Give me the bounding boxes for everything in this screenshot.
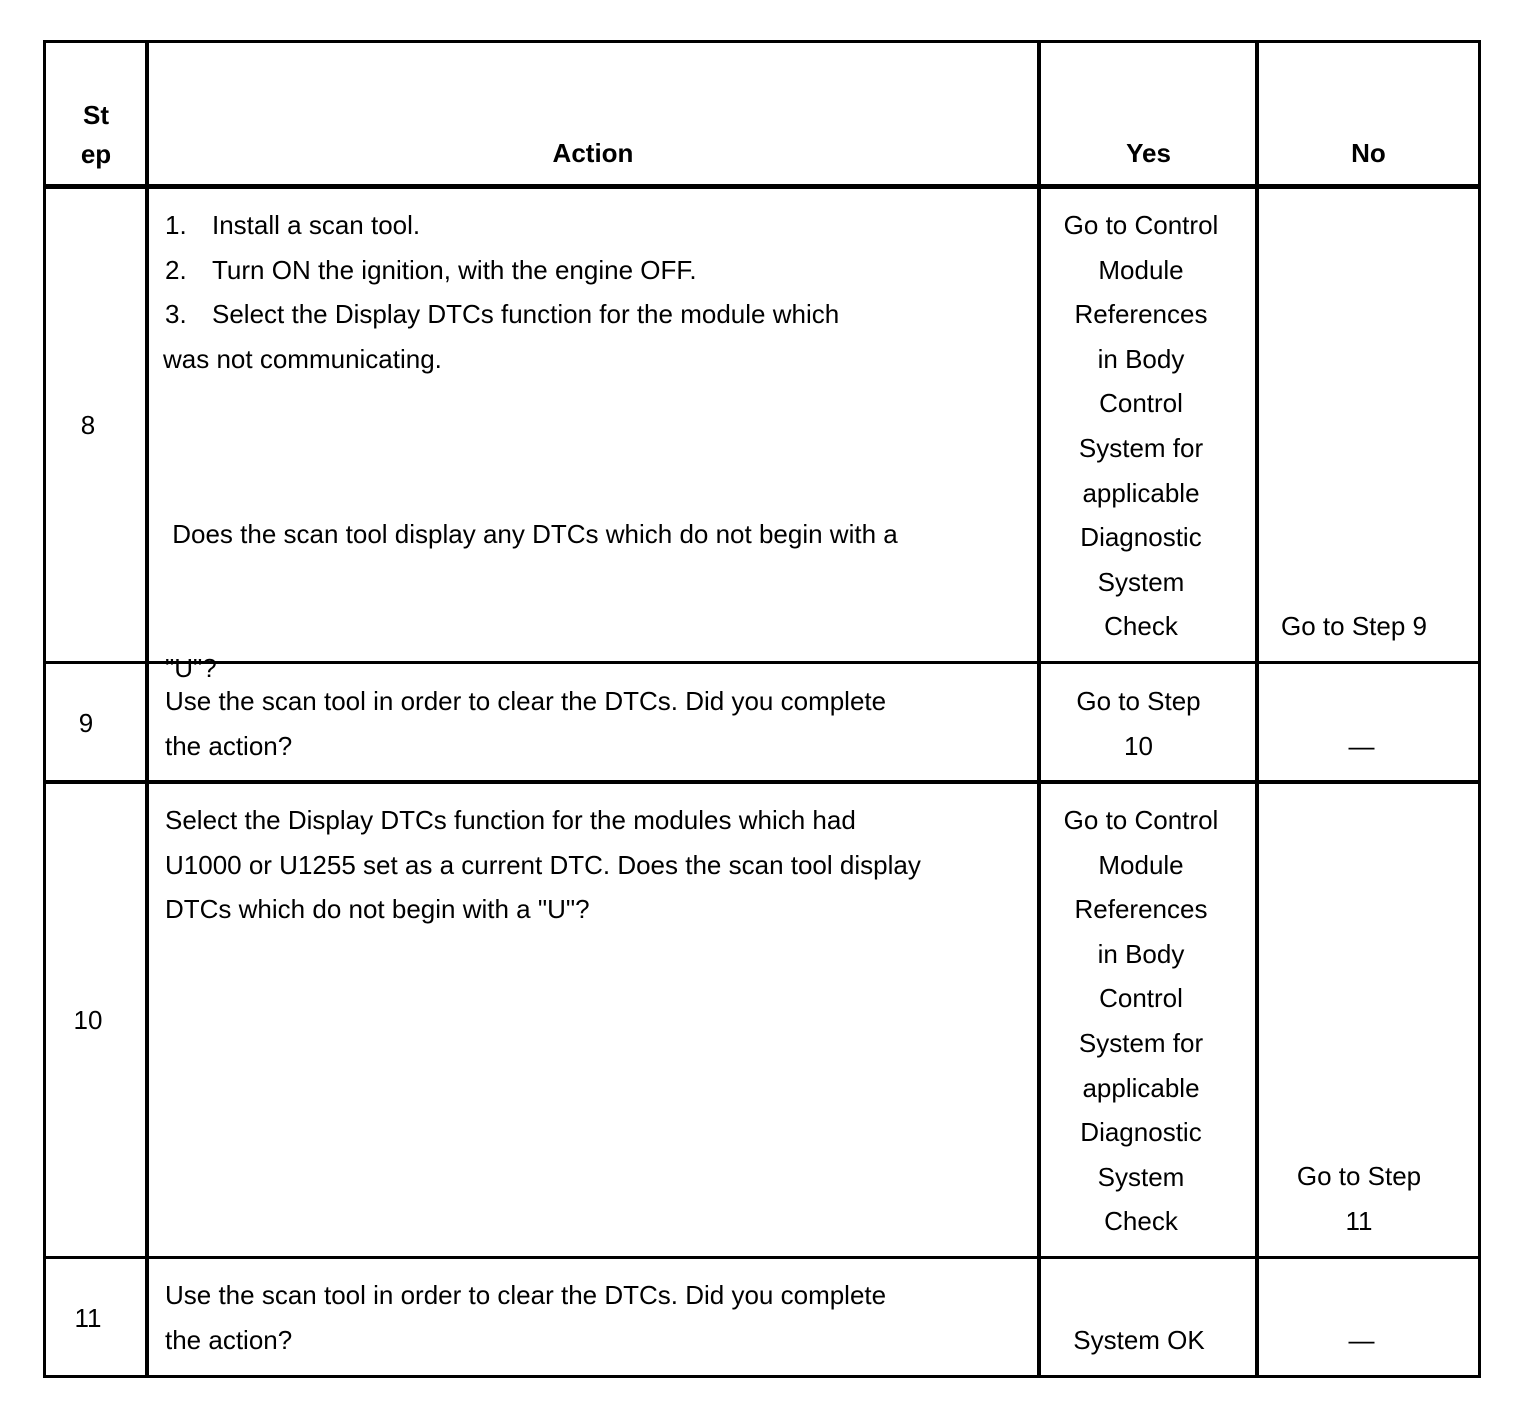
yes-line: Control — [1099, 983, 1183, 1014]
list-text: Select the Display DTCs function for the module which — [212, 299, 840, 330]
step-number: 8 — [80, 410, 96, 440]
yes-line: in Body — [1097, 938, 1185, 969]
list-number: 3. — [165, 299, 187, 330]
yes-line: Go to Control — [1063, 805, 1219, 835]
list-number: 1. — [165, 210, 187, 240]
yes-line: Check — [1104, 611, 1178, 642]
header-yes: Yes — [1126, 138, 1171, 168]
action-line: the action? — [165, 1324, 293, 1355]
action-cell — [165, 1273, 886, 1362]
row-divider — [43, 780, 1481, 784]
no-cell: Go to Step 9 — [1281, 611, 1427, 641]
yes-line: Go to Step — [1076, 686, 1201, 716]
action-cell — [165, 679, 886, 768]
yes-line: References — [1074, 299, 1208, 330]
no-line: 11 — [1345, 1205, 1373, 1236]
yes-cell — [1041, 798, 1241, 1244]
yes-line: applicable — [1082, 1072, 1200, 1103]
no-cell: — — [1348, 731, 1375, 761]
header-divider — [43, 184, 1481, 189]
yes-line: References — [1074, 894, 1208, 925]
yes-line: Go to Control — [1063, 210, 1219, 240]
column-divider — [145, 40, 149, 1378]
action-line: Select the Display DTCs function for the modules which had — [165, 805, 856, 835]
action-continuation: was not communicating. — [163, 343, 442, 374]
yes-line: Check — [1104, 1206, 1178, 1237]
yes-line: Module — [1098, 254, 1184, 285]
header-step-line1: St — [83, 100, 109, 130]
no-cell: — — [1348, 1325, 1375, 1355]
step-number: 10 — [73, 1005, 103, 1035]
question-line: "U"? — [165, 652, 217, 683]
yes-line: System — [1097, 566, 1185, 597]
step-number: 9 — [78, 708, 94, 738]
action-cell — [165, 203, 839, 381]
action-list-item — [165, 292, 839, 337]
yes-line: applicable — [1082, 477, 1200, 508]
question-line: Does the scan tool display any DTCs which do not begin with a — [165, 519, 898, 550]
no-line: Go to Step — [1296, 1161, 1422, 1191]
list-text: Turn ON the ignition, with the engine OFF. — [212, 254, 697, 285]
yes-line: Diagnostic — [1080, 1117, 1202, 1148]
list-text: Install a scan tool. — [212, 210, 421, 240]
yes-line: System — [1097, 1161, 1185, 1192]
yes-line: in Body — [1097, 343, 1185, 374]
table-border-right — [1478, 40, 1481, 1378]
action-cell — [165, 798, 921, 932]
list-number: 2. — [165, 254, 187, 285]
header-step-line2: ep — [80, 139, 112, 169]
header-step — [46, 96, 146, 174]
yes-line: Diagnostic — [1080, 522, 1202, 553]
yes-line: Module — [1098, 849, 1184, 880]
yes-line: 10 — [1124, 730, 1153, 761]
yes-line: System for — [1078, 432, 1204, 463]
row-divider — [43, 1256, 1481, 1259]
action-line: Use the scan tool in order to clear the DTCs. Did you complete — [165, 686, 887, 716]
yes-cell — [1041, 679, 1236, 768]
yes-cell: System OK — [1073, 1325, 1205, 1355]
step-number: 11 — [74, 1303, 102, 1333]
header-action: Action — [552, 138, 634, 168]
action-list-item — [165, 203, 839, 248]
yes-line: Control — [1099, 388, 1183, 419]
header-no: No — [1351, 138, 1386, 168]
table-border-top — [43, 40, 1481, 43]
action-list-item — [165, 248, 839, 293]
yes-cell — [1041, 203, 1241, 649]
no-cell — [1259, 1154, 1459, 1243]
table-border-bottom — [43, 1375, 1481, 1378]
action-line: Use the scan tool in order to clear the DTCs. Did you complete — [165, 1280, 887, 1310]
action-line: DTCs which do not begin with a "U"? — [165, 894, 590, 925]
yes-line: System for — [1078, 1027, 1204, 1058]
action-line: the action? — [165, 730, 293, 761]
action-line: U1000 or U1255 set as a current DTC. Does the scan tool display — [165, 849, 921, 880]
